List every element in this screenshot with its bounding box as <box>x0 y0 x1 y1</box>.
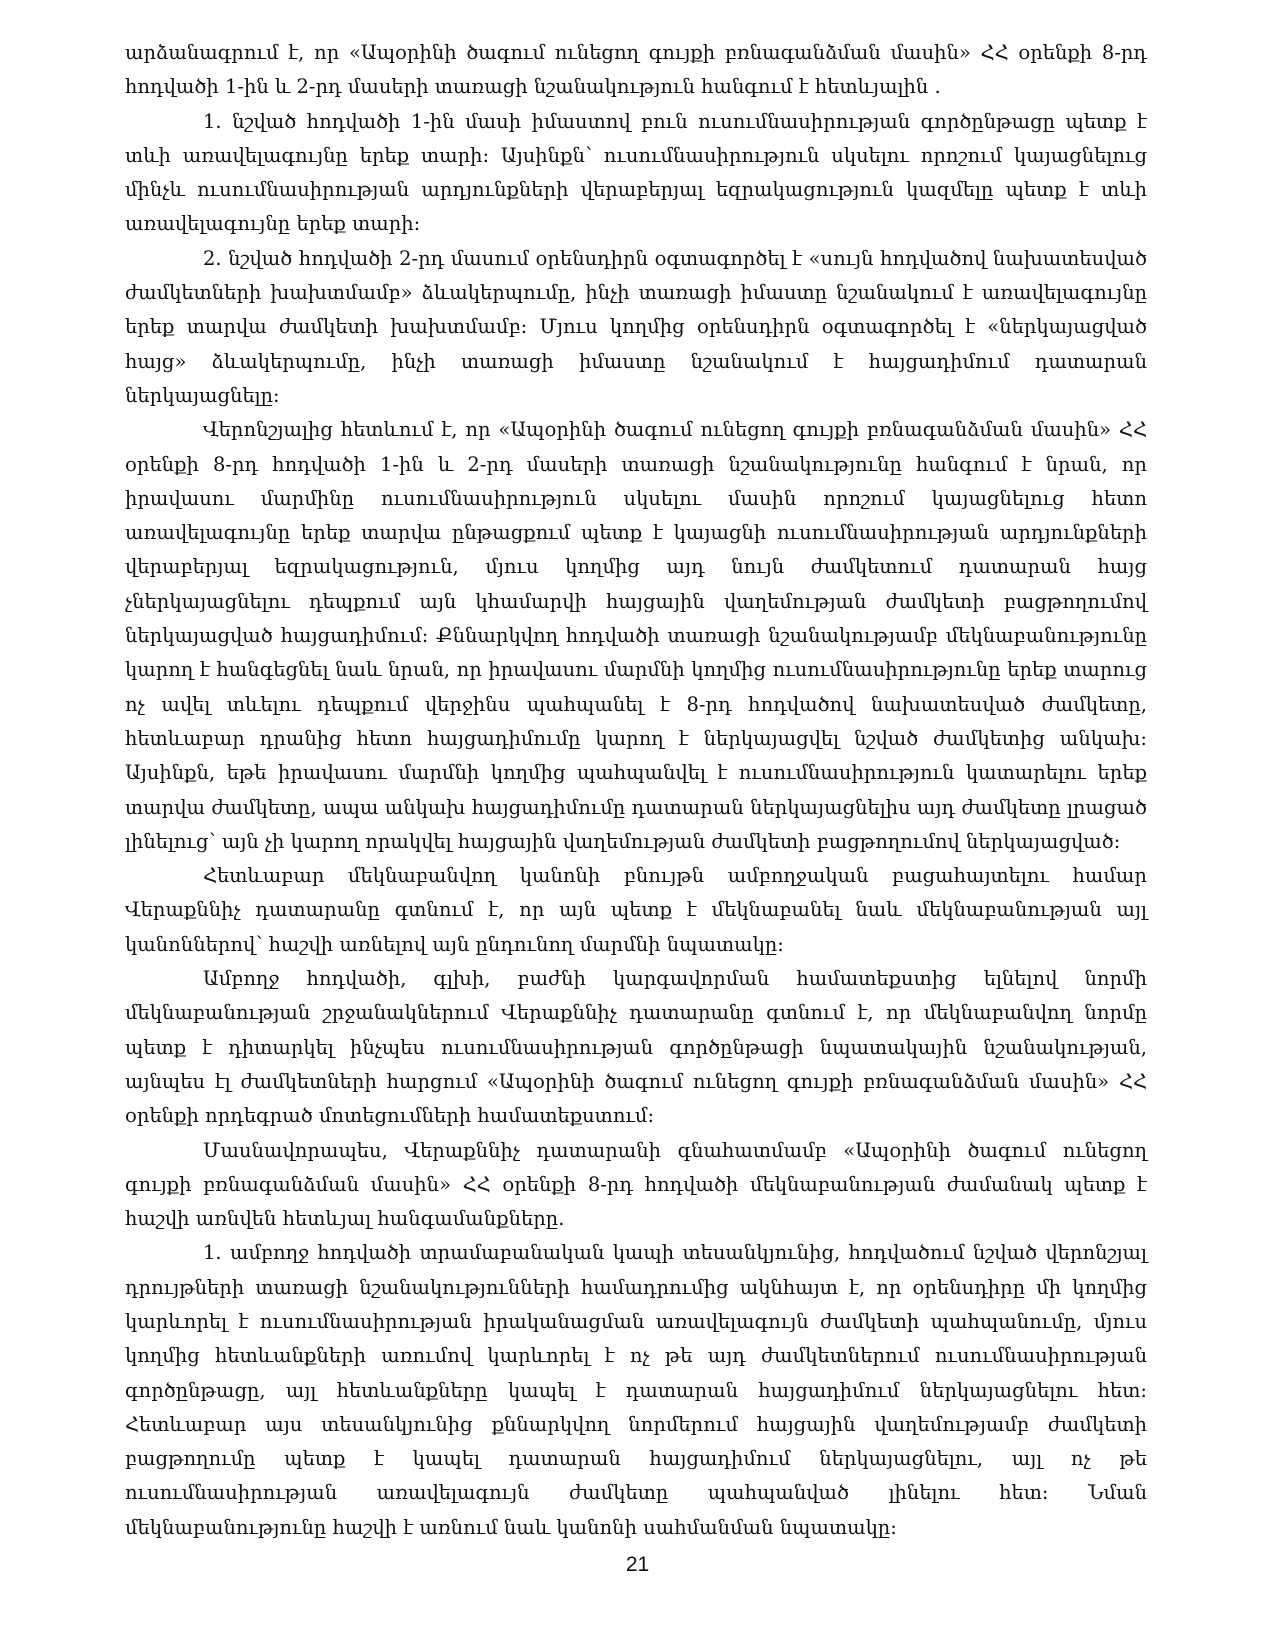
paragraph-circumstance-1: 1. ամբողջ հոդվածի տրամաբանական կապի տեսանկյունից, հոդվածում նշված վերոնշյալ դրույթների տառացի նշանակությունների համադրումից ակնհայտ է, որ օրենսդիրը մի կողմից կարևորել է ուսումնասիրության իրականացման առավելագույն ժամկետի պահպանումը, մյուս կողմից հետևանքների առումով կարևորել է ոչ թե այդ ժամկետներում ուսումնասիրության գործընթացը, այլ հետևանքները կապել է դատարան հայցադիմում ներկայացնելու հետ: Հետևաբար այս տեսանկյունից քննարկվող նորմերում հայցային վաղեմությամբ ժամկետի բացթողումը պետք է կապել դատարան հայցադիմում ներկայացնելու, այլ ոչ թե ուսումնասիրության առավելագույն ժամկետը պահպանված լինելու հետ: Նման մեկնաբանությունը հաշվի է առնում նաև կանոնի սահմանման նպատակը: <box>125 1241 1147 1539</box>
page-number: 21 <box>625 1553 650 1576</box>
paragraph-continuation: արձանագրում է, որ «Ապօրինի ծագում ունեցող գույքի բռնագանձման մասին» ՀՀ օրենքի 8-րդ հոդվածի 1-ին և 2-րդ մասերի տառացի նշանակություն հանգում է հետևյալին . <box>125 41 1147 99</box>
paragraph-circumstances: Մասնավորապես, Վերաքննիչ դատարանի գնահատմամբ «Ապօրինի ծագում ունեցող գույքի բռնագանձման մասին» ՀՀ օրենքի 8-րդ հոդվածի մեկնաբանության ժամանակ պետք է հաշվի առնվեն հետևյալ հանգամանքները. <box>125 1138 1147 1231</box>
paragraph-conclusion: Վերոնշյալից հետևում է, որ «Ապօրինի ծագում ունեցող գույքի բռնագանձման մասին» ՀՀ օրենքի 8-րդ հոդվածի 1-ին և 2-րդ մասերի տառացի նշանակությունը հանգում է նրան, որ իրավասու մարմինը ուսումնասիրություն սկսելու մասին որոշում կայացնելուց հետո առավելագույնը երեք տարվա ընթացքում պետք է կայացնի ուսումնասիրության արդյունքների վերաբերյալ եզրակացություն, մյուս կողմից այդ նույն ժամկետում դատարան հայց չներկայացնելու դեպքում այն կհամարվի հայցային վաղեմության ժամկետի բացթողումով ներկայացված հայցադիմում: Քննարկվող հոդվածի տառացի նշանակությամբ մեկնաբանությունը կարող է հանգեցնել նաև նրան, որ իրավասու մարմնի կողմից ուսումնասիրությունը երեք տարուց ոչ ավել տևելու դեպքում վերջինս պահպանել է 8-րդ հոդվածով նախատեսված ժամկետը, հետևաբար դրանից հետո հայցադիմումը կարող է ներկայացվել նշված ժամկետից անկախ: Այսինքն, եթե իրավասու մարմնի կողմից պահպանվել է ուսումնասիրություն կատարելու երեք տարվա ժամկետը, ապա անկախ հայցադիմումը դատարան ներկայացնելիս այդ ժամկետը լրացած լինելուց՝ այն չի կարող որակվել հայցային վաղեմության ժամկետի բացթողումով ներկայացված: <box>125 418 1147 853</box>
paragraph-context: Ամբողջ հոդվածի, գլխի, բաժնի կարգավորման համատեքստից ելնելով նորմի մեկնաբանության շրջանակներում Վերաքննիչ դատարանը գտնում է, որ մեկնաբանվող նորմը պետք է դիտարկել ինչպես ուսումնասիրության գործընթացի նպատակային նշանակության, այնպես էլ ժամկետների հարցում «Ապօրինի ծագում ունեցող գույքի բռնագանձման մասին» ՀՀ օրենքի որդեգրած մոտեցումների համատեքստում: <box>125 967 1147 1128</box>
paragraph-point-2: 2. նշված հոդվածի 2-րդ մասում օրենսդիրն օգտագործել է «սույն հոդվածով նախատեսված ժամկետների խախտմամբ» ձևակերպումը, ինչի տառացի իմաստը նշանակում է առավելագույնը երեք տարվա ժամկետի խախտմամբ: Մյուս կողմից օրենսդիրն օգտագործել է «ներկայացված հայց» ձևակերպումը, ինչի տառացի իմաստը նշանակում է հայցադիմում դատարան ներկայացնելը: <box>125 246 1147 407</box>
paragraph-interpretation-rule: Հետևաբար մեկնաբանվող կանոնի բնույթն ամբողջական բացահայտելու համար Վերաքննիչ դատարանը գտնում է, որ այն պետք է մեկնաբանել նաև մեկնաբանության այլ կանոններով՝ հաշվի առնելով այն ընդունող մարմնի նպատակը: <box>125 864 1147 956</box>
paragraph-point-1: 1. նշված հոդվածի 1-ին մասի իմաստով բուն ուսումնասիրության գործընթացը պետք է տևի առավելագույնը երեք տարի: Այսինքն՝ ուսումնասիրություն սկսելու որոշում կայացնելուց մինչև ուսումնասիրության արդյունքների վերաբերյալ եզրակացություն կազմելը պետք է տևի առավելագույնը երեք տարի: <box>125 109 1147 236</box>
document-body <box>125 36 1147 1545</box>
